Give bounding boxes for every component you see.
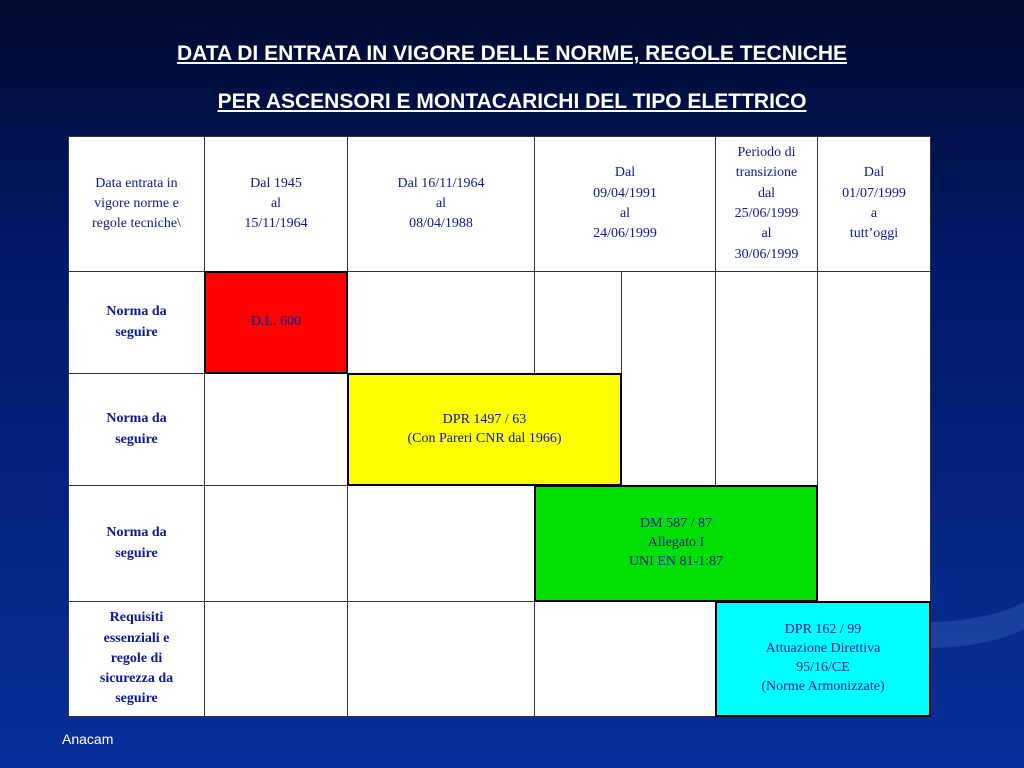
norm-block-dl600: D.L. 600 xyxy=(204,271,348,374)
header-period-1964: Dal 16/11/1964 al 08/04/1988 xyxy=(347,136,535,272)
empty-cell xyxy=(204,601,348,717)
row-label-2: Norma da seguire xyxy=(68,373,205,486)
empty-cell xyxy=(534,271,622,374)
header-period-transition: Periodo di transizione dal 25/06/1999 al 30/06/1999 xyxy=(715,136,818,272)
empty-cell xyxy=(204,485,348,602)
empty-cell xyxy=(347,601,535,717)
row-label-3: Norma da seguire xyxy=(68,485,205,602)
empty-cell xyxy=(347,485,535,602)
empty-cell xyxy=(621,271,716,486)
empty-cell xyxy=(204,373,348,486)
empty-cell xyxy=(817,271,931,602)
header-corner: Data entrata in vigore norme e regole tecniche\ xyxy=(68,136,205,272)
row-label-4: Requisiti essenziali e regole di sicurezza da seguire xyxy=(68,601,205,717)
norm-block-dm587: DM 587 / 87 Allegato I UNI EN 81-1:87 xyxy=(534,485,818,602)
footer-brand: Anacam xyxy=(62,731,114,747)
empty-cell xyxy=(347,271,535,374)
header-period-1999: Dal 01/07/1999 a tutt’oggi xyxy=(817,136,931,272)
header-period-1991: Dal 09/04/1991 al 24/06/1999 xyxy=(534,136,716,272)
norm-block-dpr162: DPR 162 / 99 Attuazione Direttiva 95/16/CE (Norme Armonizzate) xyxy=(715,601,931,717)
empty-cell xyxy=(715,271,818,486)
norm-block-dpr1497: DPR 1497 / 63 (Con Pareri CNR dal 1966) xyxy=(347,373,622,486)
row-label-1: Norma da seguire xyxy=(68,271,205,374)
header-period-1945: Dal 1945 al 15/11/1964 xyxy=(204,136,348,272)
slide-title-line-1: DATA DI ENTRATA IN VIGORE DELLE NORME, REGOLE TECNICHE xyxy=(176,42,848,65)
empty-cell xyxy=(534,601,716,717)
slide-title-line-2: PER ASCENSORI E MONTACARICHI DEL TIPO ELETTRICO xyxy=(217,90,807,113)
